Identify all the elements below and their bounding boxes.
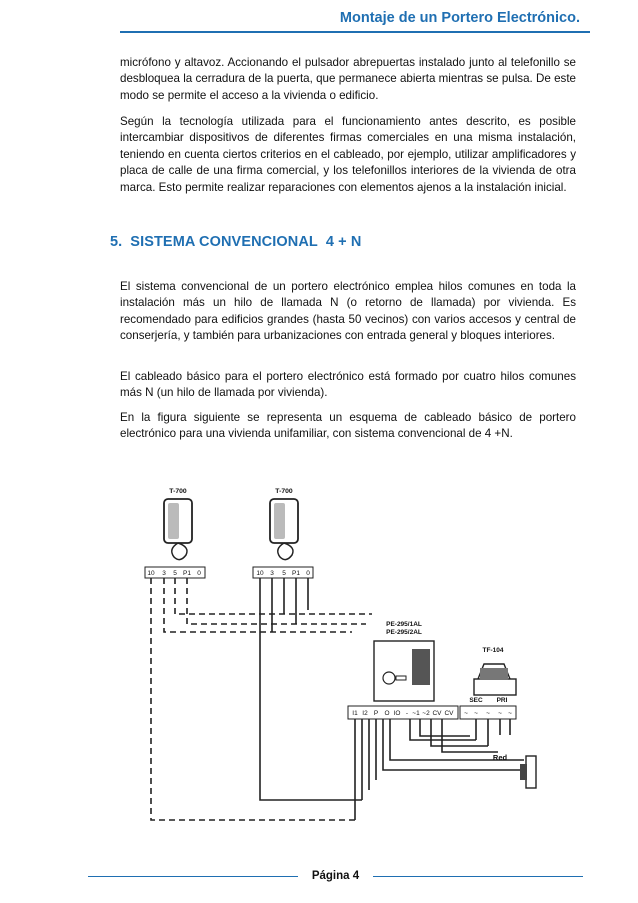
transformer-terminal-4: ~ [498,710,502,717]
section-title: SISTEMA CONVENCIONAL [130,234,318,250]
section-heading [110,234,361,250]
page-number: Página 4 [311,870,360,882]
panel-label-1: PE-295/1AL [386,621,422,628]
paragraph-5: En la figura siguiente se representa un esquema de cableado básico de portero electrónico para una vivienda unifamiliar, con sistema convencional de 4 +N. [120,411,576,441]
transformer-sec-label: SEC [469,697,483,704]
phone-1-terminal-0: 0 [197,570,201,577]
transformer-terminal-1: ~ [464,710,468,717]
paragraph-4: El cableado básico para el portero electrónico está formado por cuatro hilos comunes más N (un hilo de llamada por vivienda). [120,370,576,400]
transformer-terminal-3: ~ [486,710,490,717]
terminal-strip-1 [145,567,205,578]
amp-terminal-io: IO [393,710,401,717]
amp-terminal-ac1: ~1 [412,710,420,717]
phone-1-terminal-5: 5 [173,570,177,577]
amp-terminal-ac2: ~2 [422,710,430,717]
amp-terminal-i2: I2 [362,710,368,717]
door-lock [520,756,536,788]
amp-terminal-i1: I1 [352,710,358,717]
document-title: Montaje de un Portero Electrónico. [339,10,580,26]
mains-label: Red [492,753,508,762]
section-suffix: 4 + N [325,234,362,250]
phone-1-terminal-10: 10 [147,570,155,577]
transformer-terminal-5: ~ [508,710,512,717]
transformer-terminal-2: ~ [474,710,478,717]
section-number: 5. [110,234,123,250]
amp-terminal-minus: - [405,710,409,717]
phone-2-terminal-5: 5 [282,570,286,577]
paragraph-2: Según la tecnología utilizada para el funcionamiento antes descrito, es posible intercambiar dispositivos de diferentes firmas comerciales en una misma instalación, teniendo en cuenta ciertos criterios en el cableado, por ejemplo, utilizar amplificadores y placa de calle de una firma comercial, y los telefonillos interiores de la vivienda de otra marca. Esto permite realizar reparaciones con elementos ajenos a la instalación inicial. [120,115,576,194]
phone-1-label: T-700 [169,488,187,495]
amplifier-wires [355,719,524,820]
amp-terminal-p: P [373,710,379,717]
phone-1-terminal-3: 3 [162,570,166,577]
header-rule [120,31,590,33]
page-footer [88,868,583,888]
transformer-terminal-block [460,706,516,719]
phone-2-wires [260,578,362,800]
phone-2-terminal-10: 10 [256,570,264,577]
terminal-strip-2 [253,567,313,578]
intercom-handset-2 [270,499,298,560]
phone-1-wires [151,578,372,820]
panel-label-2: PE-295/2AL [386,629,422,636]
transformer-label: TF-104 [482,647,504,654]
phone-2-terminal-3: 3 [270,570,274,577]
transformer-pri-label: PRI [496,697,508,704]
phone-2-label: T-700 [275,488,293,495]
amp-terminal-o: O [384,710,390,717]
phone-2-terminal-p1: P1 [292,570,300,577]
transformer [474,664,516,695]
paragraph-3: El sistema convencional de un portero electrónico emplea hilos comunes en toda la instalación más un hilo de llamada N (o retorno de llamada) por vivienda. Es recomendado para edificios grandes (hasta 50 vecinos) con varios accesos y central de conserjería, y también para urbanizaciones con entrada general y bloques interiores. [120,280,576,343]
phone-1-terminal-p1: P1 [183,570,191,577]
intercom-handset-1 [164,499,192,560]
amp-terminal-cv-2: CV [444,710,454,717]
amp-terminal-cv-1: CV [432,710,442,717]
street-panel [374,641,434,701]
amplifier-terminal-block [348,706,458,719]
phone-2-terminal-0: 0 [306,570,310,577]
paragraph-1: micrófono y altavoz. Accionando el pulsador abrepuertas instalado junto al telefonillo se desbloquea la cerradura de la puerta, que permanece abierta mientras se pulsa. De este modo se permite el acceso a la vivienda o edificio. [120,56,576,102]
